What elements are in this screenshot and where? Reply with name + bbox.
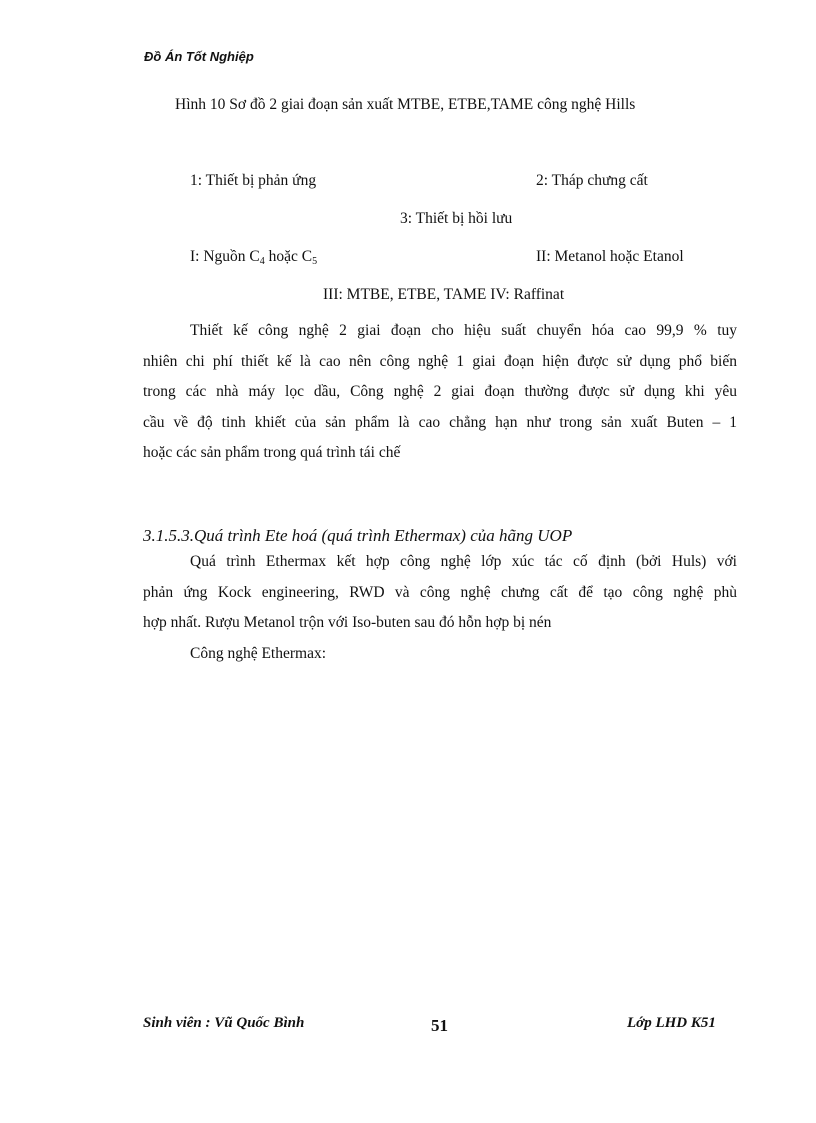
legend-item-II: II: Metanol hoặc Etanol xyxy=(536,248,684,265)
paragraph-line: Thiết kế công nghệ 2 giai đoạn cho hiệu suất chuyển hóa cao 99,9 % tuy xyxy=(190,322,737,339)
paragraph-line: Quá trình Ethermax kết hợp công nghệ lớp xúc tác cố định (bởi Huls) với xyxy=(190,553,737,570)
figure-caption: Hình 10 Sơ đồ 2 giai đoạn sản xuất MTBE, ETBE,TAME công nghệ Hills xyxy=(175,96,636,113)
legend-item-3: 3: Thiết bị hồi lưu xyxy=(400,210,513,227)
paragraph-two-stage xyxy=(143,316,737,469)
paragraph-line: phản ứng Kock engineering, RWD và công nghệ chưng cất để tạo công nghệ phù xyxy=(143,583,737,601)
legend-item-I xyxy=(190,248,317,266)
paragraph-line: cầu về độ tinh khiết của sản phẩm là cao chẳng hạn như trong sản xuất Buten – 1 xyxy=(143,413,737,431)
paragraph-line: Công nghệ Ethermax: xyxy=(190,644,327,662)
footer-student: Sinh viên : Vũ Quốc Bình xyxy=(143,1015,305,1031)
paragraph-line: nhiên chi phí thiết kế là cao nên công nghệ 1 giai đoạn hiện được sử dụng phổ biến xyxy=(143,352,737,370)
paragraph-line: hoặc các sản phẩm trong quá trình tái chế xyxy=(143,444,401,461)
page-number: 51 xyxy=(431,1016,448,1035)
paragraph-line: trong các nhà máy lọc dầu, Công nghệ 2 giai đoạn thường được sử dụng khi yêu xyxy=(143,383,737,400)
legend-item-2: 2: Tháp chưng cất xyxy=(536,172,648,189)
document-header: Đồ Án Tốt Nghiệp xyxy=(144,49,254,64)
paragraph-ethermax xyxy=(143,547,737,669)
legend-item-I-sub-c5: 5 xyxy=(312,256,318,267)
section-heading: 3.1.5.3.Quá trình Ete hoá (quá trình Ethermax) của hãng UOP xyxy=(143,526,573,545)
legend-item-I-mid: hoặc C xyxy=(264,248,313,265)
legend-item-I-prefix: I: Nguồn C xyxy=(190,248,260,265)
legend-item-III-IV: III: MTBE, ETBE, TAME IV: Raffinat xyxy=(323,286,565,303)
legend-item-I-sub-c4: 4 xyxy=(259,256,265,267)
paragraph-line: hợp nhất. Rượu Metanol trộn với Iso-buten sau đó hỗn hợp bị nén xyxy=(143,614,552,631)
legend-item-1: 1: Thiết bị phản ứng xyxy=(190,172,317,189)
footer-class: Lớp LHD K51 xyxy=(627,1015,716,1031)
